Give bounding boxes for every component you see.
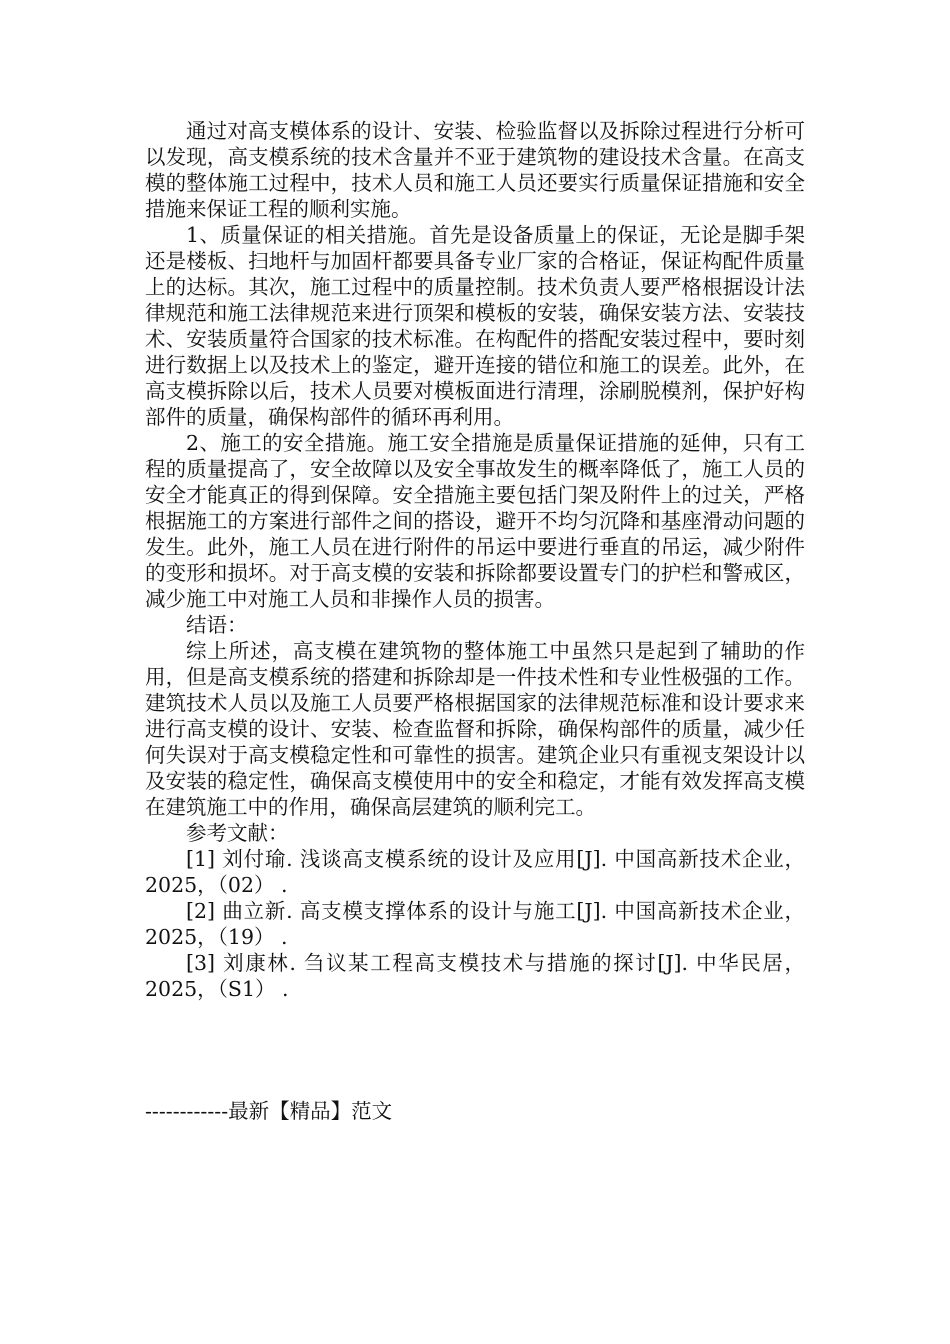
quality-measures-paragraph: 1、质量保证的相关措施。首先是设备质量上的保证，无论是脚手架还是楼板、扫地杆与加固杆都要具备专业厂家的合格证，保证构配件质量上的达标。其次，施工过程中的质量控制。技术负责人要严格根据设计法律规范和施工法律规范来进行顶架和模板的安装，确保安装方法、安装技术、安装质量符合国家的技术标准。在构配件的搭配安装过程中，要时刻进行数据上以及技术上的鉴定，避开连接的错位和施工的误差。此外，在高支模拆除以后，技术人员要对模板面进行清理，涂刷脱模剂，保护好构部件的质量，确保构部件的循环再利用。	[145, 223, 805, 429]
intro-paragraph: 通过对高支模体系的设计、安装、检验监督以及拆除过程进行分析可以发现，高支模系统的技术含量并不亚于建筑物的建设技术含量。在高支模的整体施工过程中，技术人员和施工人员还要实行质量保证措施和安全措施来保证工程的顺利实施。	[145, 119, 805, 221]
references-heading: 参考文献：	[186, 821, 289, 845]
safety-measures-paragraph: 2、施工的安全措施。施工安全措施是质量保证措施的延伸，只有工程的质量提高了，安全故障以及安全事故发生的概率降低了，施工人员的安全才能真正的得到保障。安全措施主要包括门架及附件上的过关，严格根据施工的方案进行部件之间的搭设，避开不均匀沉降和基座滑动问题的发生。此外，施工人员在进行附件的吊运中要进行垂直的吊运，减少附件的变形和损坏。对于高支模的安装和拆除都要设置专门的护栏和警戒区，减少施工中对施工人员和非操作人员的损害。	[145, 431, 805, 611]
conclusion-heading: 结语：	[186, 613, 248, 637]
reference-item-2: [2] 曲立新. 高支模支撑体系的设计与施工[J]. 中国高新技术企业， 2025，（19） .	[145, 899, 805, 949]
footer-tagline: ------------最新【精品】范文	[145, 1099, 393, 1123]
reference-item-3: [3] 刘康林. 刍议某工程高支模技术与措施的探讨[J]. 中华民居， 2025，（S1） .	[145, 951, 805, 1001]
conclusion-paragraph: 综上所述，高支模在建筑物的整体施工中虽然只是起到了辅助的作用，但是高支模系统的搭建和拆除却是一件技术性和专业性极强的工作。建筑技术人员以及施工人员要严格根据国家的法律规范标准和设计要求来进行高支模的设计、安装、检查监督和拆除，确保构部件的质量，减少任何失误对于高支模稳定性和可靠性的损害。建筑企业只有重视支架设计以及安装的稳定性，确保高支模使用中的安全和稳定，才能有效发挥高支模在建筑施工中的作用，确保高层建筑的顺利完工。	[145, 639, 805, 819]
reference-item-1: [1] 刘付瑜. 浅谈高支模系统的设计及应用[J]. 中国高新技术企业， 2025，（02） .	[145, 847, 805, 897]
document-body	[145, 118, 805, 1002]
